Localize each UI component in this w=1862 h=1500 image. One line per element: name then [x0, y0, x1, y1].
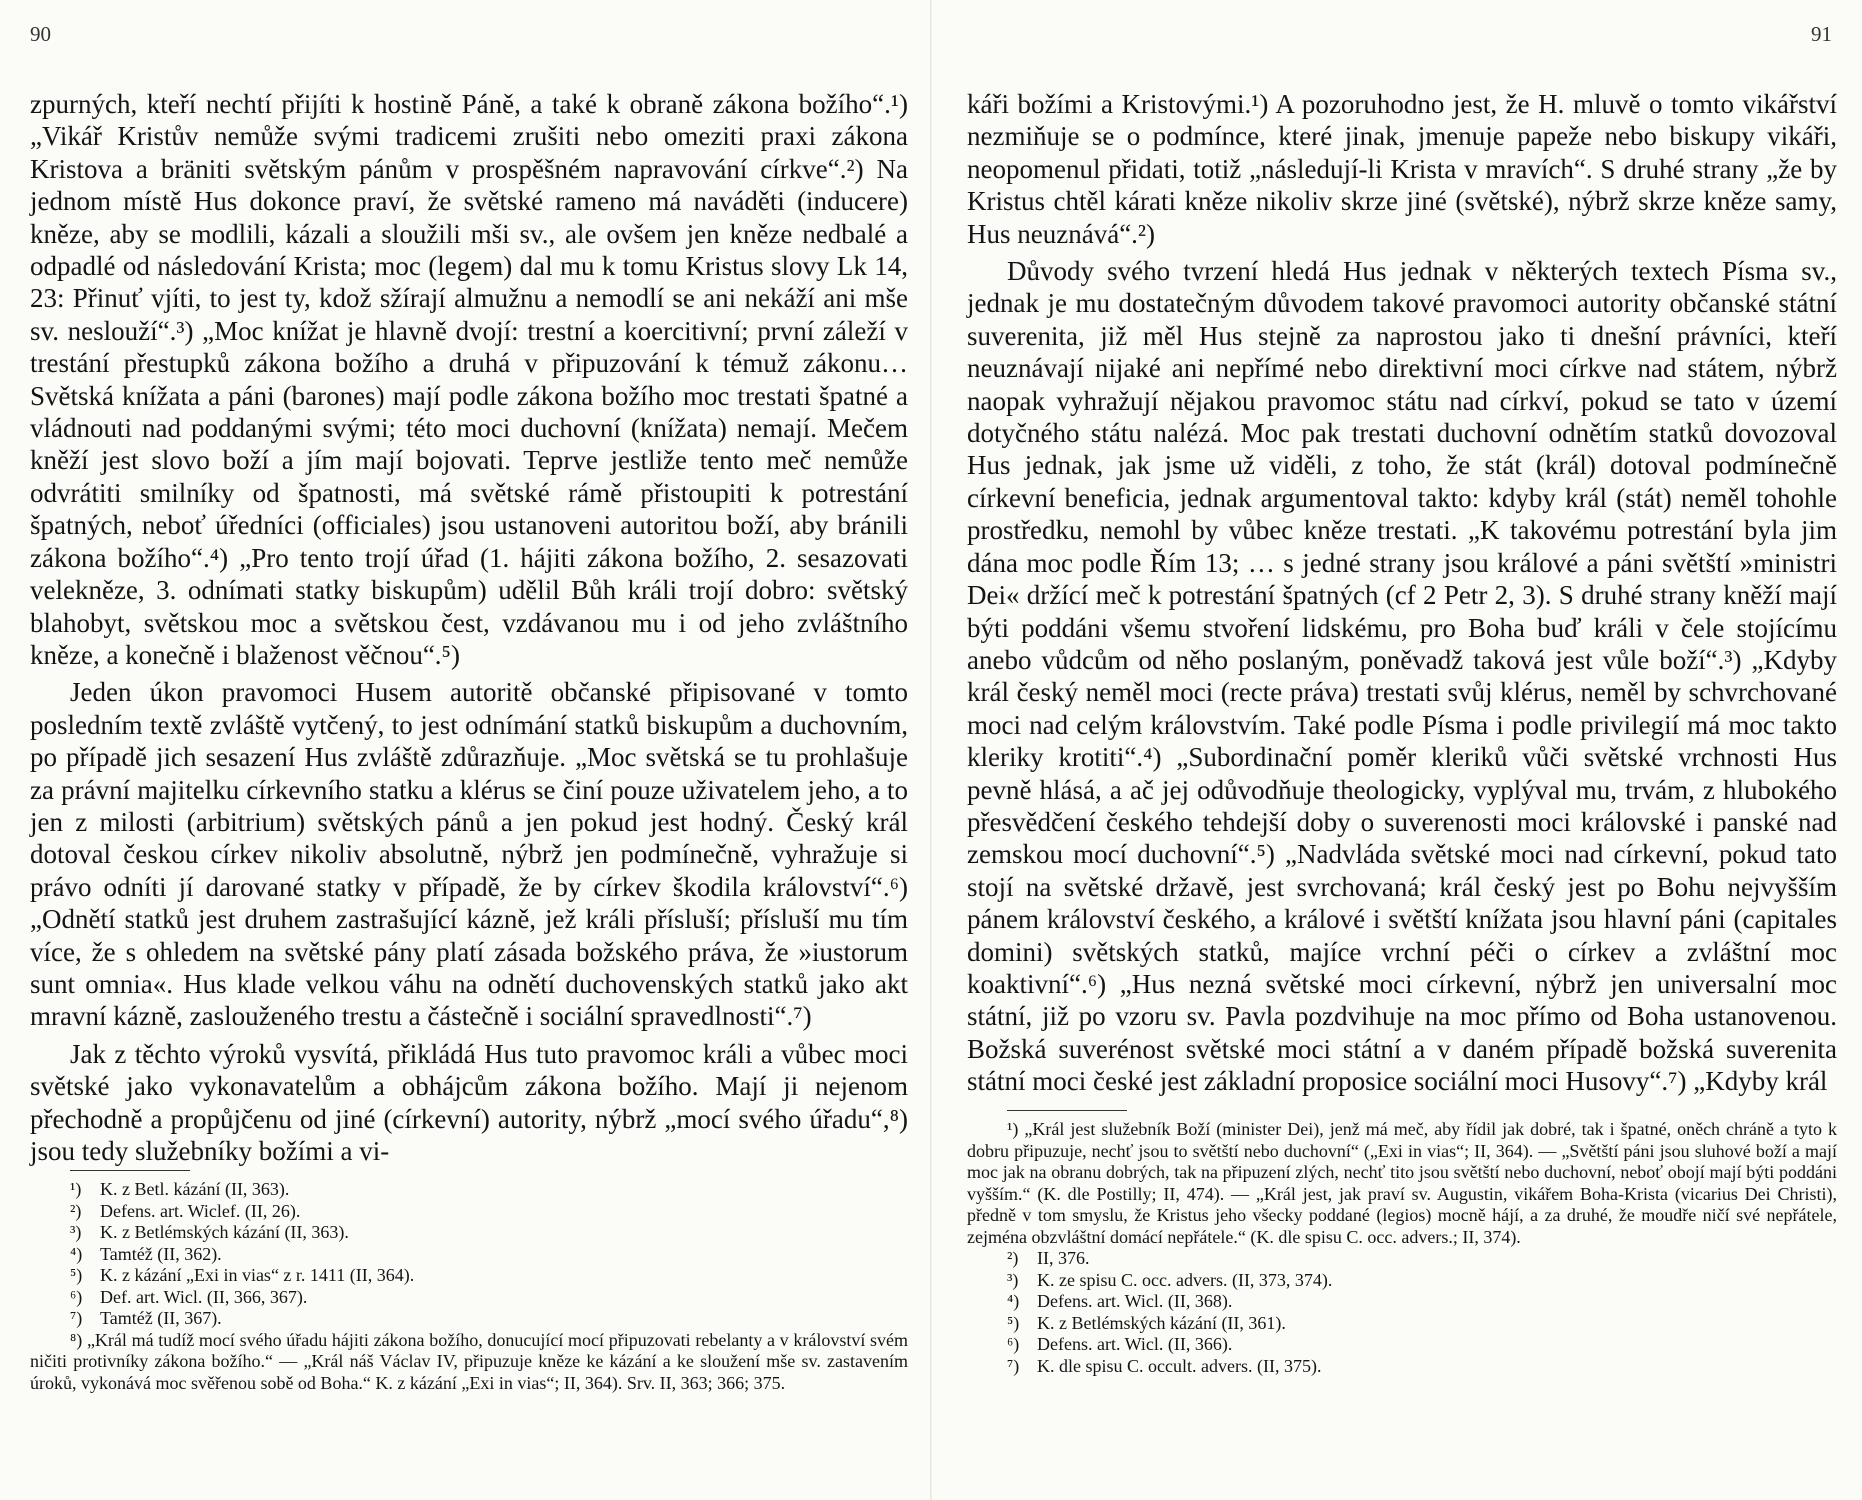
footnote-text: K. z Betlémských kázání (II, 361).	[1037, 1312, 1286, 1333]
footnote	[30, 1244, 908, 1266]
right-body-text	[967, 88, 1837, 1103]
right-footnotes	[967, 1110, 1837, 1377]
footnote	[967, 1334, 1837, 1356]
footnote	[967, 1248, 1837, 1270]
footnote	[30, 1222, 908, 1244]
footnote-text: K. z Betlémských kázání (II, 363).	[100, 1222, 349, 1242]
footnote-mark: ⁷)	[70, 1308, 83, 1328]
right-page	[931, 0, 1862, 1500]
page-number-left: 90	[30, 22, 51, 46]
footnote	[967, 1356, 1837, 1378]
paragraph: káři božími a Kristovými.¹) A pozoruhodno jest, že H. mluvě o tomto vikářství nezmiňuje se o podmínce, které jinak, jmenuje papeže nebo biskupy vikáři, neopomenul přidati, totiž „následují-li Krista v mravích“. S druhé strany „že by Kristus chtěl kárati kněze nikoliv skrze jiné (světské), nýbrž skrze kněze samy, Hus neuznává“.²)	[967, 89, 1837, 249]
footnote-divider	[1007, 1110, 1127, 1111]
footnote-mark: ⁴)	[70, 1243, 83, 1264]
footnote-mark: ⁶)	[70, 1286, 83, 1307]
footnote-text: Tamtéž (II, 362).	[100, 1243, 222, 1264]
footnote-mark: ⁶)	[1007, 1334, 1020, 1354]
footnote-mark: ³)	[1007, 1269, 1019, 1290]
footnote-text: Def. art. Wicl. (II, 366, 367).	[100, 1286, 308, 1307]
footnote-text: K. ze spisu C. occ. advers. (II, 373, 374).	[1037, 1269, 1333, 1290]
footnote	[30, 1179, 908, 1201]
footnote	[30, 1201, 908, 1223]
footnote-mark: ⁵)	[1007, 1312, 1020, 1333]
paragraph: zpurných, kteří nechtí přijíti k hostině Páně, a také k obraně zákona božího“.¹) „Vikář Kristův nemůže svými tradicemi zrušiti nebo omeziti praxi zákona Kristova a bräniti světským pánům v prospěšném napravování církve“.²) Na jednom místě Hus dokonce praví, že světské rameno má naváděti (inducere) kněze, aby se modlili, kázali a sloužili mši sv., ale ovšem jen kněze nedbalé a odpadlé od následování Krista; moc (legem) dal mu k tomu Kristus slovy Lk 14, 23: Přinuť vjíti, to jest ty, kdož sžírají almužnu a nemodlí se ani nekáží ani mše sv. neslouží“.³) „Moc knížat je hlavně dvojí: trestní a koercitivní; první záleží v trestání přestupků zákona božího a druhá v připuzování k témuž zákonu… Světská knížata a páni (barones) mají podle zákona božího moc trestati špatné a vládnouti nad poddanými svými; této moci duchovní (knížata) nemají. Mečem kněží jest slovo boží a jím mají bojovati. Teprve jestliže tento meč nemůže odvrátiti smilníky od špatnosti, má světské rámě přistoupiti k potrestání špatných, neboť úředníci (officiales) jsou ustanoveni autoritou boží, aby bránili zákona božího“.⁴) „Pro tento trojí úřad (1. hájiti zákona božího, 2. sesazovati velekněze, 3. odnímati statky biskupům) udělil Bůh králi trojí dobro: světský blahobyt, světskou moc a světskou čest, vzdávanou mu i od jeho zvláštního kněze, a konečně i blaženost věčnou“.⁵)	[30, 89, 908, 670]
paragraph: Jak z těchto výroků vysvítá, přikládá Hus tuto pravomoc králi a vůbec moci světské jako vykonavatelům a obhájcům zákona božího. Mají ji nejenom přechodně a propůjčenu od jiné (církevní) autority, nýbrž „mocí svého úřadu“,⁸) jsou tedy služebníky božími a vi-	[30, 1038, 908, 1166]
paragraph: Důvody svého tvrzení hledá Hus jednak v některých textech Písma sv., jednak je mu dostatečným důvodem takové pravomoci autority občanské státní suverenita, již měl Hus stejně za naprostou jako ti dnešní právníci, kteří neuznávají nijaké ani nepřímé nebo direktivní moci církve nad státem, nýbrž naopak vyhražují nějakou pravomoc státu nad církví, pokud se tato v území dotyčného státu nalézá. Moc pak trestati duchovní odnětím statků dovozoval Hus jednak, jak jsme už viděli, z toho, že stát (král) dotoval podmínečně církevní beneficia, jednak argumentoval takto: kdyby král (stát) neměl tohohle prostředku, nemohl by vůbec kněze trestati. „K takovému potrestání byla jim dána moc podle Řím 13; … s jedné strany jsou králové a páni světští »ministri Dei« držící meč k potrestání špatných (cf 2 Petr 2, 3). S druhé strany kněží mají býti poddáni všemu stvoření lidskému, pro Boha buď králi v čele stojícímu anebo vůdcům od něho poslaným, poněvadž taková jest vůle boží“.³) „Kdyby král český neměl moci (recte práva) trestati svůj klérus, neměl by schvrchované moci nad celým královstvím. Také podle Písma i podle privilegií má moc takto kleriky krotiti“.⁴) „Subordinační poměr kleriků vůči světské vrchnosti Hus pevně hlásá, a ač jej odůvodňuje theologicky, vyplýval mu, trvám, z hlubokého přesvědčení českého tehdejší doby o suverenosti moci královské i panské nad zemskou mocí duchovní“.⁵) „Nadvláda světské moci nad církevní, pokud tato stojí na světské državě, jest svrchovaná; král český jest po Bohu nejvyšším pánem království českého, a králové i světští knížata jsou hlavní páni (capitales domini) světských statků, majíce vrchní péči o církev a zvláštní moc koaktivní“.⁶) „Hus nezná světské moci církevní, nýbrž jen universalní moc státní, již po vzoru sv. Pavla pozdvihuje na moc přímo od Boha ustanovenou. Božská suverénost světské moci státní a v daném případě božská suverenita státní moci české jest základní proposice sociální moci Husovy“.⁷) „Kdyby král	[967, 256, 1837, 1097]
footnote-text: K. z kázání „Exi in vias“ z r. 1411 (II, 364).	[100, 1265, 415, 1285]
footnote-text: ⁸) „Král má tudíž mocí svého úřadu hájiti zákona božího, donucující mocí připuzovati rebelanty a v království svém ničiti protivníky zákona božího.“ — „Král náš Václav IV, připuzuje kněze ke kázání a ke sloužení mše sv. zastavením úroků, vykonává moc svěřenou sobě od Boha.“ K. z kázání „Exi in vias“; II, 364). Srv. II, 363; 366; 375.	[30, 1329, 908, 1393]
footnote-text: K. z Betl. kázání (II, 363).	[100, 1179, 290, 1199]
footnote-mark: ²)	[70, 1200, 82, 1221]
footnote-mark: ⁴)	[1007, 1291, 1020, 1311]
footnote	[30, 1287, 908, 1309]
footnote-divider	[70, 1170, 190, 1171]
footnote	[967, 1119, 1837, 1248]
footnote-text: II, 376.	[1037, 1248, 1090, 1268]
footnote	[30, 1265, 908, 1287]
footnote	[30, 1308, 908, 1330]
page-number-right: 91	[1811, 22, 1832, 46]
footnote-mark: ²)	[1007, 1248, 1019, 1268]
footnote-text: Defens. art. Wiclef. (II, 26).	[100, 1200, 301, 1221]
footnote-text: Tamtéž (II, 367).	[100, 1308, 222, 1328]
footnote-text: K. dle spisu C. occult. advers. (II, 375).	[1037, 1355, 1322, 1376]
left-footnotes	[30, 1170, 908, 1394]
footnote	[967, 1270, 1837, 1292]
footnote-mark: ¹)	[70, 1179, 82, 1199]
footnote-mark: ³)	[70, 1222, 82, 1242]
footnote-mark: ⁷)	[1007, 1355, 1020, 1376]
footnote	[30, 1330, 908, 1395]
left-body-text	[30, 88, 908, 1172]
footnote-mark: ⁵)	[70, 1265, 83, 1285]
paragraph: Jeden úkon pravomoci Husem autoritě občanské připisované v tomto posledním textě zvláště vytčený, to jest odnímání statků biskupům a duchovním, po případě jich sesazení Hus zvláště zdůrazňuje. „Moc světská se tu prohlašuje za právní majitelku církevního statku a klérus se činí pouze uživatelem jeho, a to jen z milosti (arbitrium) světských pánů a jen pokud jest hodný. Český král dotoval českou církev nikoliv absolutně, nýbrž jen podmínečně, vyhražuje si právo odníti jí darované statky v případě, že by církev škodila království“.⁶) „Odnětí statků jest druhem zastrašující kázně, jež králi přísluší; přísluší mu tím více, že s ohledem na světské pány platí zásada božského práva, že »iustorum sunt omnia«. Hus klade velkou váhu na odnětí duchovenských statků jako akt mravní kázně, zaslouženého trestu a částečně i sociální spravedlnosti“.⁷)	[30, 677, 908, 1032]
footnote	[967, 1313, 1837, 1335]
footnote-text: Defens. art. Wicl. (II, 366).	[1037, 1334, 1233, 1354]
footnote	[967, 1291, 1837, 1313]
footnote-text: ¹) „Král jest služebník Boží (minister Dei), jenž má meč, aby řídil jak dobré, tak i špatné, oněch chráně a tyto k dobru připuzuje, nechť jsou to světští nebo duchovní“ („Exi in vias“; II, 364). — „Světští páni jsou sluhové boží a mají moc jak na obranu dobrých, tak na připuzení zlých, nechť tito jsou světští nebo duchovní, neboť obojí mají býti poddáni vyšším.“ (K. dle Postilly; II, 474). — „Král jest, jak praví sv. Augustin, vikářem Boha-Krista (vicarius Dei Christi), předně v tom smyslu, že Kristus jeho všecky poddané (legios) mocně hájí, a za druhé, že moudře ničí své nepřátele, zejména obzvláštní domácí nepřátele.“ (K. dle spisu C. occ. advers.; II, 374).	[967, 1119, 1837, 1247]
footnote-text: Defens. art. Wicl. (II, 368).	[1037, 1291, 1233, 1311]
